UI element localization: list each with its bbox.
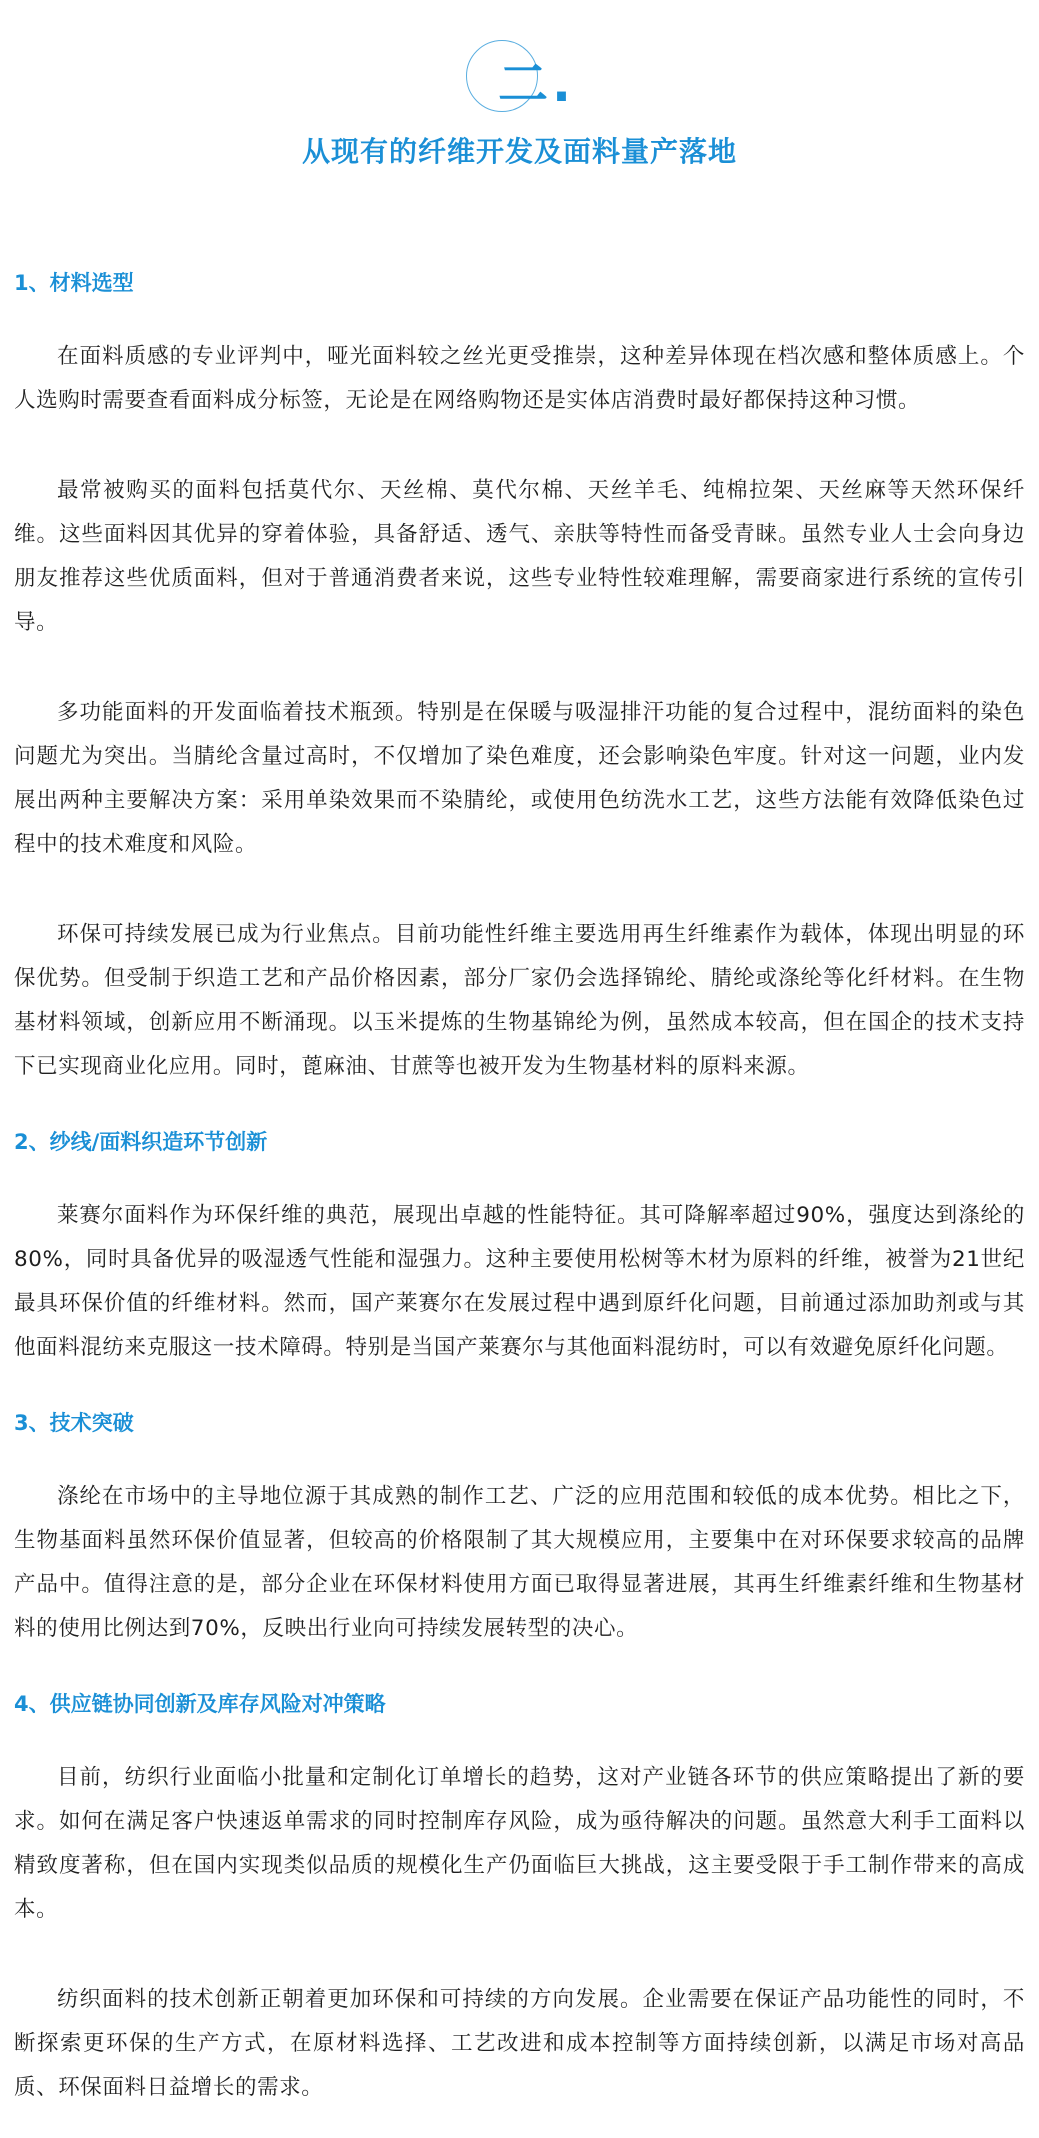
paragraph: 莱赛尔面料作为环保纤维的典范，展现出卓越的性能特征。其可降解率超过90%，强度达到涤纶的80%，同时具备优异的吸湿透气性能和湿强力。这种主要使用松树等木材为原料的纤维，被誉为21世纪最具环保价值的纤维材料。然而，国产莱赛尔在发展过程中遇到原纤化问题，目前通过添加助剂或与其他面料混纺来克服这一技术障碍。特别是当国产莱赛尔与其他面料混纺时，可以有效避免原纤化问题。 [14,1203,1025,1360]
paragraph: 多功能面料的开发面临着技术瓶颈。特别是在保暖与吸湿排汗功能的复合过程中，混纺面料的染色问题尤为突出。当腈纶含量过高时，不仅增加了染色难度，还会影响染色牢度。针对这一问题，业内发展出两种主要解决方案：采用单染效果而不染腈纶，或使用色纺洗水工艺，这些方法能有效降低染色过程中的技术难度和风险。 [14,700,1025,857]
article-body [14,268,1025,2110]
section-number-badge [466,40,576,120]
paragraph: 在面料质感的专业评判中，哑光面料较之丝光更受推崇，这种差异体现在档次感和整体质感上。个人选购时需要查看面料成分标签，无论是在网络购物还是实体店消费时最好都保持这种习惯。 [14,344,1025,413]
paragraph: 涤纶在市场中的主导地位源于其成熟的制作工艺、广泛的应用范围和较低的成本优势。相比之下，生物基面料虽然环保价值显著，但较高的价格限制了其大规模应用，主要集中在对环保要求较高的品牌产品中。值得注意的是，部分企业在环保材料使用方面已取得显著进展，其再生纤维素纤维和生物基材料的使用比例达到70%，反映出行业向可持续发展转型的决心。 [14,1484,1025,1641]
section-header [0,0,1039,190]
subheading-yarn-fabric-innovation: 2、纱线/面料织造环节创新 [14,1130,268,1154]
subheading-supply-chain: 4、供应链协同创新及库存风险对冲策略 [14,1692,386,1716]
subheading-material-selection: 1、材料选型 [14,271,134,295]
section-title: 从现有的纤维开发及面料量产落地 [301,135,737,168]
subheading-tech-breakthrough: 3、技术突破 [14,1411,134,1435]
paragraph: 最常被购买的面料包括莫代尔、天丝棉、莫代尔棉、天丝羊毛、纯棉拉架、天丝麻等天然环保纤维。这些面料因其优异的穿着体验，具备舒适、透气、亲肤等特性而备受青睐。虽然专业人士会向身边朋友推荐这些优质面料，但对于普通消费者来说，这些专业特性较难理解，需要商家进行系统的宣传引导。 [14,478,1025,635]
paragraph: 环保可持续发展已成为行业焦点。目前功能性纤维主要选用再生纤维素作为载体，体现出明显的环保优势。但受制于织造工艺和产品价格因素，部分厂家仍会选择锦纶、腈纶或涤纶等化纤材料。在生物基材料领域，创新应用不断涌现。以玉米提炼的生物基锦纶为例，虽然成本较高，但在国企的技术支持下已实现商业化应用。同时，蓖麻油、甘蔗等也被开发为生物基材料的原料来源。 [14,922,1025,1079]
paragraph: 目前，纺织行业面临小批量和定制化订单增长的趋势，这对产业链各环节的供应策略提出了新的要求。如何在满足客户快速返单需求的同时控制库存风险，成为亟待解决的问题。虽然意大利手工面料以精致度著称，但在国内实现类似品质的规模化生产仍面临巨大挑战，这主要受限于手工制作带来的高成本。 [14,1765,1025,1922]
section-number: 二. [498,55,575,113]
paragraph: 纺织面料的技术创新正朝着更加环保和可持续的方向发展。企业需要在保证产品功能性的同时，不断探索更环保的生产方式，在原材料选择、工艺改进和成本控制等方面持续创新，以满足市场对高品质、环保面料日益增长的需求。 [14,1987,1025,2100]
